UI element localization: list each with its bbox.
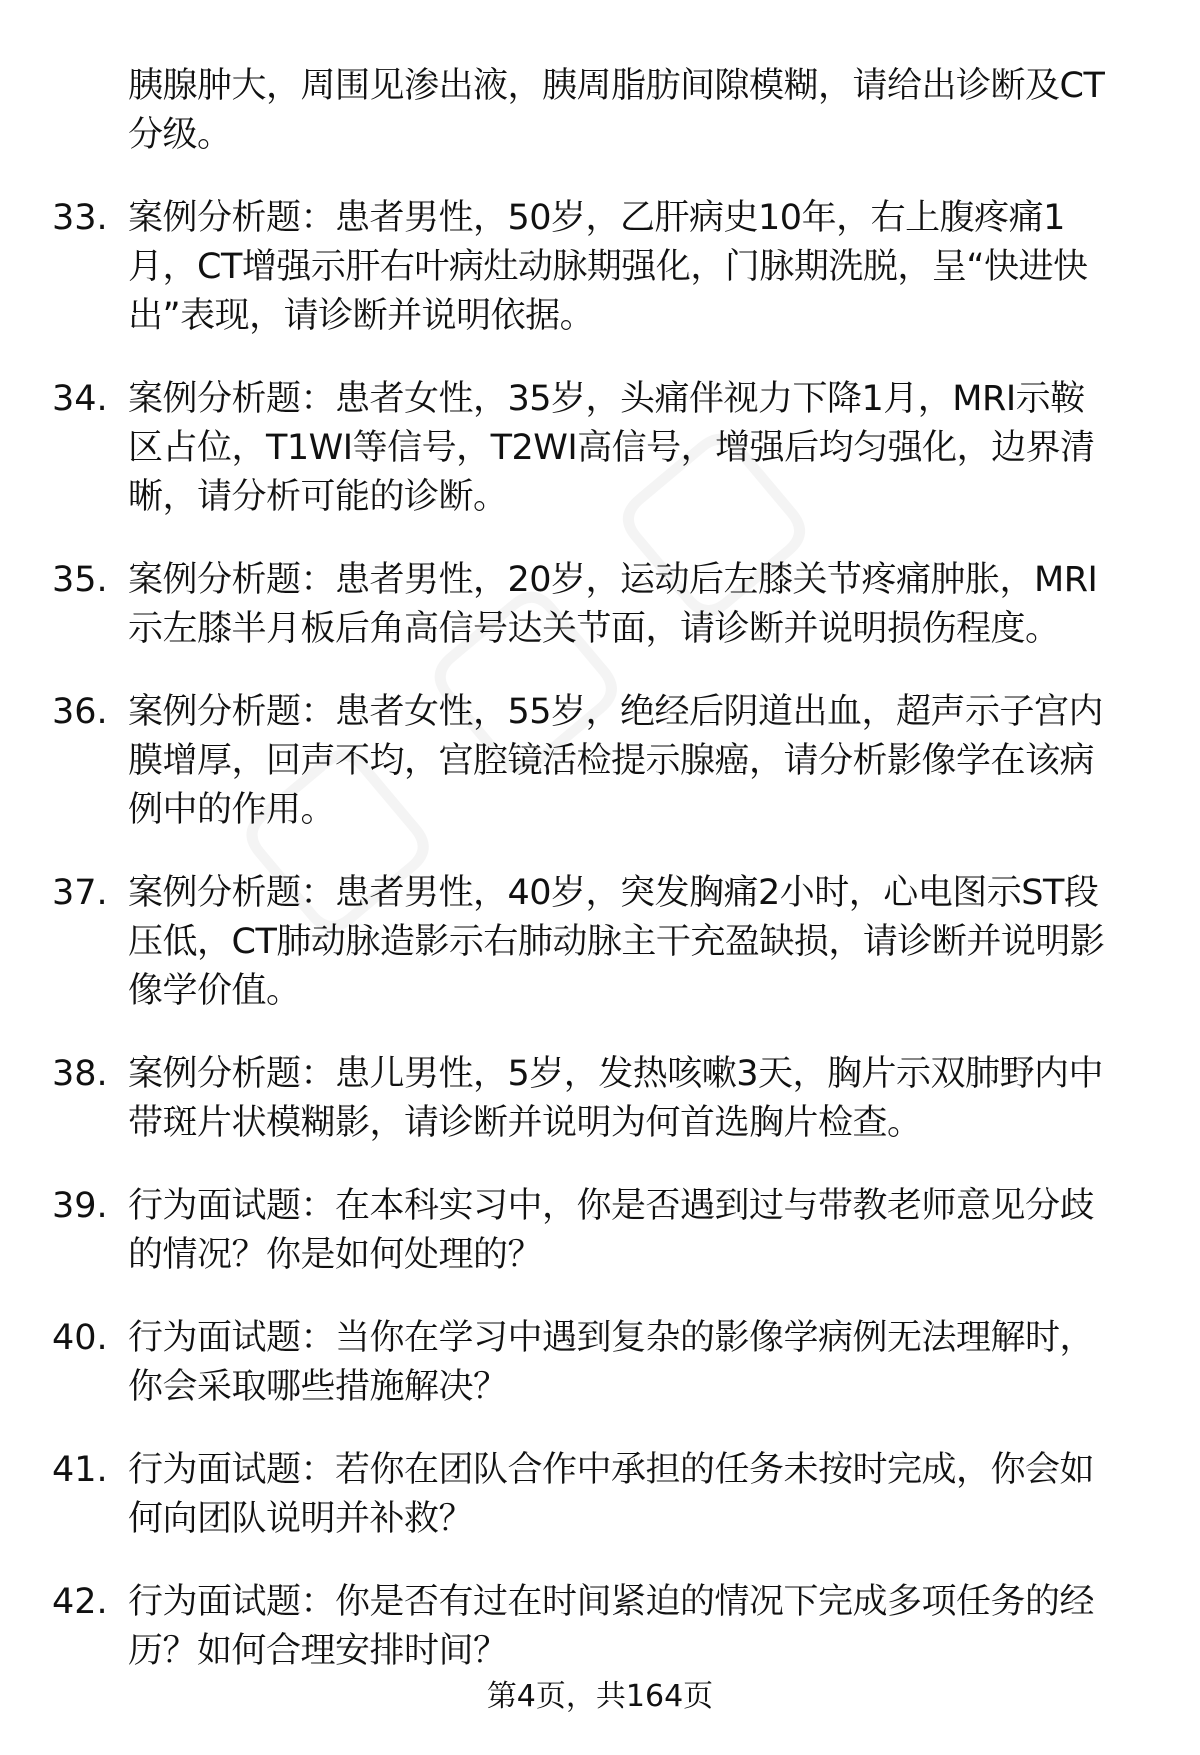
question-text-line: 案例分析题：患者男性，40岁，突发胸痛2小时，心电图示ST段 [128, 873, 1099, 913]
question-continuation [0, 62, 1200, 160]
question-text-line: 案例分析题：患儿男性，5岁，发热咳嗽3天，胸片示双肺野内中 [128, 1054, 1104, 1094]
question-text-line: 示左膝半月板后角高信号达关节面，请诊断并说明损伤程度。 [128, 609, 1060, 649]
question-number: 35. [52, 560, 108, 600]
question-item [0, 1578, 1200, 1676]
question-number: 34. [52, 379, 108, 419]
question-list [0, 62, 1200, 1710]
question-text-line: 压低，CT肺动脉造影示右肺动脉主干充盈缺损，请诊断并说明影 [128, 922, 1105, 962]
question-text-line: 案例分析题：患者男性，20岁，运动后左膝关节疼痛肿胀，MRI [128, 560, 1098, 600]
question-text-line: 行为面试题：当你在学习中遇到复杂的影像学病例无法理解时， [128, 1318, 1095, 1358]
question-text-line: 出”表现，请诊断并说明依据。 [128, 296, 595, 336]
question-text-line: 例中的作用。 [128, 790, 336, 830]
question-text-line: 区占位，T1WI等信号，T2WI高信号，增强后均匀强化，边界清 [128, 428, 1095, 468]
question-item [0, 556, 1200, 654]
question-text-line: 月，CT增强示肝右叶病灶动脉期强化，门脉期洗脱，呈“快进快 [128, 247, 1088, 287]
question-text-line: 案例分析题：患者男性，50岁，乙肝病史10年，右上腹疼痛1 [128, 198, 1065, 238]
question-number: 33. [52, 198, 108, 238]
question-text-line: 行为面试题：在本科实习中，你是否遇到过与带教老师意见分歧 [128, 1186, 1095, 1226]
question-item [0, 375, 1200, 522]
question-number: 39. [52, 1186, 108, 1226]
question-text-line: 行为面试题：你是否有过在时间紧迫的情况下完成多项任务的经 [128, 1582, 1095, 1622]
question-text-line: 的情况？你是如何处理的？ [128, 1235, 543, 1275]
question-text-line: 历？如何合理安排时间？ [128, 1631, 508, 1671]
question-number: 40. [52, 1318, 108, 1358]
question-item [0, 1182, 1200, 1280]
question-text-line: 晰，请分析可能的诊断。 [128, 477, 508, 517]
question-item [0, 688, 1200, 835]
question-item [0, 1446, 1200, 1544]
question-text-line: 行为面试题：若你在团队合作中承担的任务未按时完成，你会如 [128, 1450, 1095, 1490]
question-text-line: 膜增厚，回声不均，宫腔镜活检提示腺癌，请分析影像学在该病 [128, 741, 1095, 781]
question-number: 38. [52, 1054, 108, 1094]
question-text-line: 像学价值。 [128, 971, 301, 1011]
question-text-line: 案例分析题：患者女性，55岁，绝经后阴道出血，超声示子宫内 [128, 692, 1104, 732]
question-item [0, 194, 1200, 341]
question-number: 42. [52, 1582, 108, 1622]
question-item [0, 1314, 1200, 1412]
question-number: 41. [52, 1450, 108, 1490]
page-number: 第4页，共164页 [486, 1679, 714, 1714]
question-text-line: 案例分析题：患者女性，35岁，头痛伴视力下降1月，MRI示鞍 [128, 379, 1085, 419]
question-number: 36. [52, 692, 108, 732]
question-item [0, 869, 1200, 1016]
question-number: 37. [52, 873, 108, 913]
question-text-line: 分级。 [128, 115, 232, 155]
question-text-line: 带斑片状模糊影，请诊断并说明为何首选胸片检查。 [128, 1103, 922, 1143]
question-text-line: 胰腺肿大，周围见渗出液，胰周脂肪间隙模糊，请给出诊断及CT [128, 66, 1105, 106]
question-item [0, 1050, 1200, 1148]
question-text-line: 何向团队说明并补救？ [128, 1499, 474, 1539]
question-text-line: 你会采取哪些措施解决？ [128, 1367, 508, 1407]
